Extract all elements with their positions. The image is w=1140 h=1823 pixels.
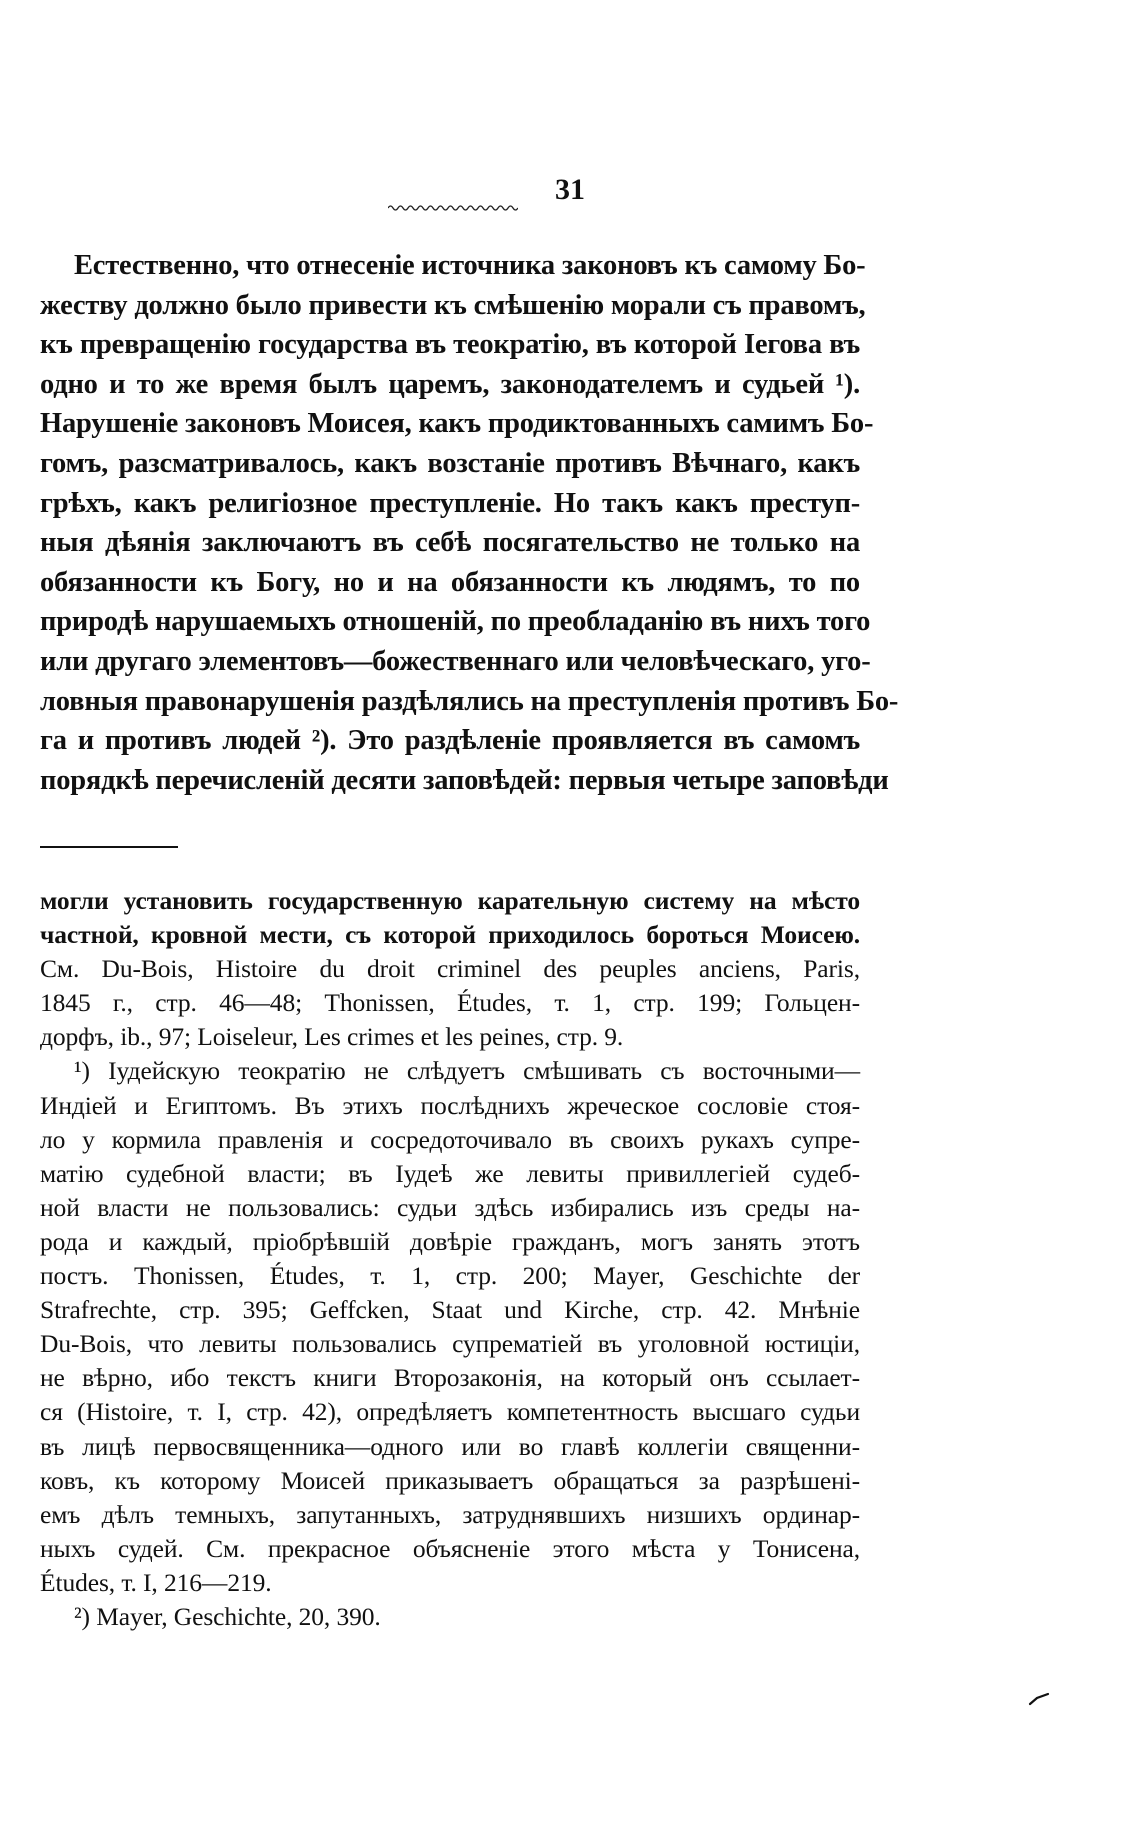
footnote-line: ныхъ судей. См. прекрасное объясненіе этого мѣста у Тонисена,: [40, 1533, 860, 1563]
main-text-line: ловныя правонарушенія раздѣлялись на преступленія противъ Бо-: [40, 685, 899, 717]
footnote-line: постъ. Thonissen, Études, т. 1, стр. 200; Mayer, Geschichte der: [40, 1261, 860, 1291]
main-text-line: га и противъ людей ²). Это раздѣленіе проявляется въ самомъ: [40, 725, 860, 757]
footnotes: [40, 884, 860, 1634]
main-text-line: природѣ нарушаемыхъ отношеній, по преобладанію въ нихъ того: [40, 606, 871, 638]
main-text-line: ныя дѣянія заключаютъ въ себѣ посягательство не только на: [40, 527, 860, 559]
footnote-1: [40, 1054, 860, 1600]
footnote-line: Strafrechte, стр. 395; Geffcken, Staat und Kirche, стр. 42. Мнѣніе: [40, 1295, 860, 1325]
ink-mark-icon: [1028, 1692, 1050, 1706]
footnote-line: ¹) Іудейскую теократію не слѣдуетъ смѣшивать съ восточными—: [74, 1056, 860, 1086]
footnote-line: не вѣрно, ибо текстъ книги Второзаконія, на который онъ ссылает-: [40, 1363, 860, 1393]
main-text-line: порядкѣ перечисленій десяти заповѣдей: первыя четыре заповѣди: [40, 764, 889, 796]
main-text-line: одно и то же время былъ царемъ, законодателемъ и судьей ¹).: [40, 368, 860, 400]
footnote-line: ной власти не пользовались: судьи здѣсь избирались изъ среды на-: [40, 1192, 860, 1222]
footnote-line: ло у кормила правленія и сосредоточивало въ своихъ рукахъ супре-: [40, 1124, 860, 1154]
main-text-line: грѣхъ, какъ религіозное преступленіе. Но такъ какъ преступ-: [40, 487, 860, 519]
page-number: 31: [555, 173, 585, 206]
footnote-line: матію судебной власти; въ Іудеѣ же левиты привиллегіей судеб-: [40, 1158, 860, 1188]
main-text-line: или другаго элементовъ—божественнаго или человѣческаго, уго-: [40, 645, 871, 677]
footnote-line: ковъ, къ которому Моисей приказываетъ обращаться за разрѣшені-: [40, 1465, 860, 1495]
footnote-line: См. Du-Bois, Histoire du droit criminel des peuples anciens, Paris,: [40, 954, 860, 984]
footnote-line: емъ дѣлъ темныхъ, запутанныхъ, затруднявшихъ низшихъ ординар-: [40, 1499, 860, 1529]
main-text-line: Нарушеніе законовъ Моисея, какъ продиктованныхъ самимъ Бо-: [40, 408, 874, 440]
footnote-line: частной, кровной мести, съ которой приходилось бороться Моисею.: [40, 920, 860, 950]
main-text-line: жеству должно было привести къ смѣшенію морали съ правомъ,: [40, 289, 866, 321]
footnote-line: ²) Mayer, Geschichte, 20, 390.: [74, 1601, 381, 1631]
main-text-line: гомъ, разсматривалось, какъ возстаніе противъ Вѣчнаго, какъ: [40, 447, 860, 479]
footnote-line: въ лицѣ первосвященника—одного или во главѣ коллегіи священни-: [40, 1431, 860, 1461]
footnote-line: Индіей и Египтомъ. Въ этихъ послѣднихъ жреческое сословіе стоя-: [40, 1090, 860, 1120]
footnote-line: дорфъ, ib., 97; Loiseleur, Les crimes et les peines, стр. 9.: [40, 1022, 624, 1052]
footnote-line: могли установить государственную карательную систему на мѣсто: [40, 886, 860, 915]
footnote-line: 1845 г., стр. 46—48; Thonissen, Études, т. 1, стр. 199; Гольцен-: [40, 988, 860, 1018]
footnote-line: ся (Histoire, т. I, стр. 42), опредѣляетъ компетентность высшаго судьи: [40, 1397, 860, 1427]
footnote-line: Études, т. I, 216—219.: [40, 1567, 272, 1597]
main-text-line: обязанности къ Богу, но и на обязанности къ людямъ, то по: [40, 566, 860, 598]
footnote-continuation: [40, 884, 860, 1054]
main-text-line: Естественно, что отнесеніе источника законовъ къ самому Бо-: [74, 250, 866, 281]
main-text: [40, 246, 899, 800]
page-number-ornament: [388, 204, 518, 212]
main-text-line: къ превращенію государства въ теократію, въ которой Іегова въ: [40, 329, 860, 361]
footnote-separator-rule: [40, 846, 178, 848]
footnote-line: Du-Bois, что левиты пользовались супрематіей въ уголовной юстиціи,: [40, 1329, 860, 1359]
footnote-line: рода и каждый, пріобрѣвшій довѣріе гражданъ, могъ занять этотъ: [40, 1226, 860, 1256]
footnote-2: [40, 1600, 860, 1634]
